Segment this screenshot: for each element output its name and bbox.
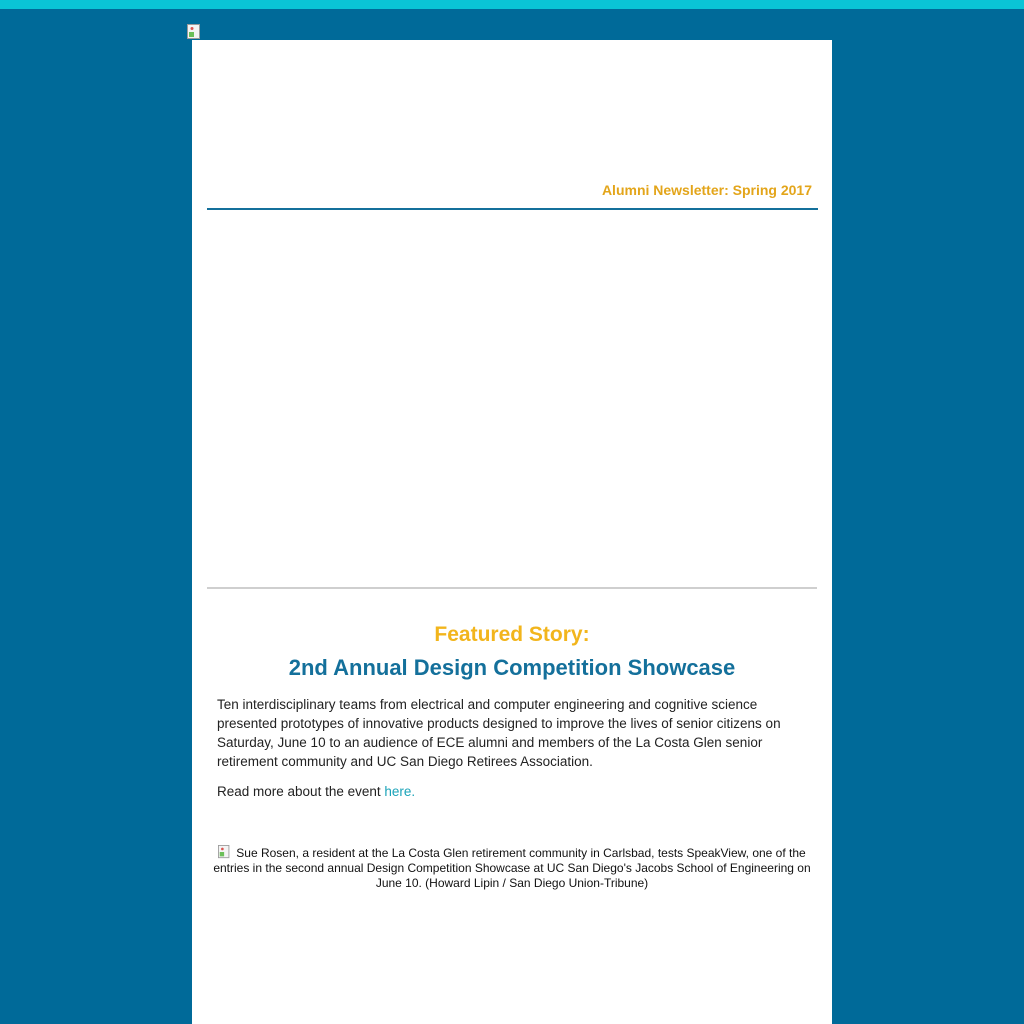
- read-more-link[interactable]: here.: [384, 784, 416, 799]
- newsletter-card: [192, 40, 832, 1024]
- broken-image-icon: [218, 845, 232, 859]
- story-body: Ten interdisciplinary teams from electrical and computer engineering and cognitive science presented prototypes of innovative products designed to improve the lives of senior citizens on Saturday, June 10 to an audience of ECE alumni and members of the La Costa Glen senior retirement community and UC San Diego Retirees Association.: [217, 697, 781, 769]
- top-accent-strip: [0, 0, 1024, 9]
- story-title: 2nd Annual Design Competition Showcase: [288, 655, 736, 680]
- broken-image-icon: [187, 24, 203, 40]
- read-more-line: [217, 782, 807, 801]
- newsletter-label: Alumni Newsletter: Spring 2017: [601, 182, 812, 198]
- hero-divider: [207, 587, 817, 589]
- header-divider: [207, 208, 818, 210]
- photo-caption-block: [212, 845, 812, 891]
- hero-image-area: [207, 212, 817, 586]
- read-more-text: Read more about the event: [217, 784, 385, 799]
- featured-story-label: Featured Story:: [434, 623, 590, 646]
- photo-caption: Sue Rosen, a resident at the La Costa Glen retirement community in Carlsbad, tests SpeakView, one of the entries in the second annual Design Competition Showcase at UC San Diego's Jacobs School of Engineering on June 10. (Howard Lipin / San Diego Union-Tribune): [213, 846, 811, 890]
